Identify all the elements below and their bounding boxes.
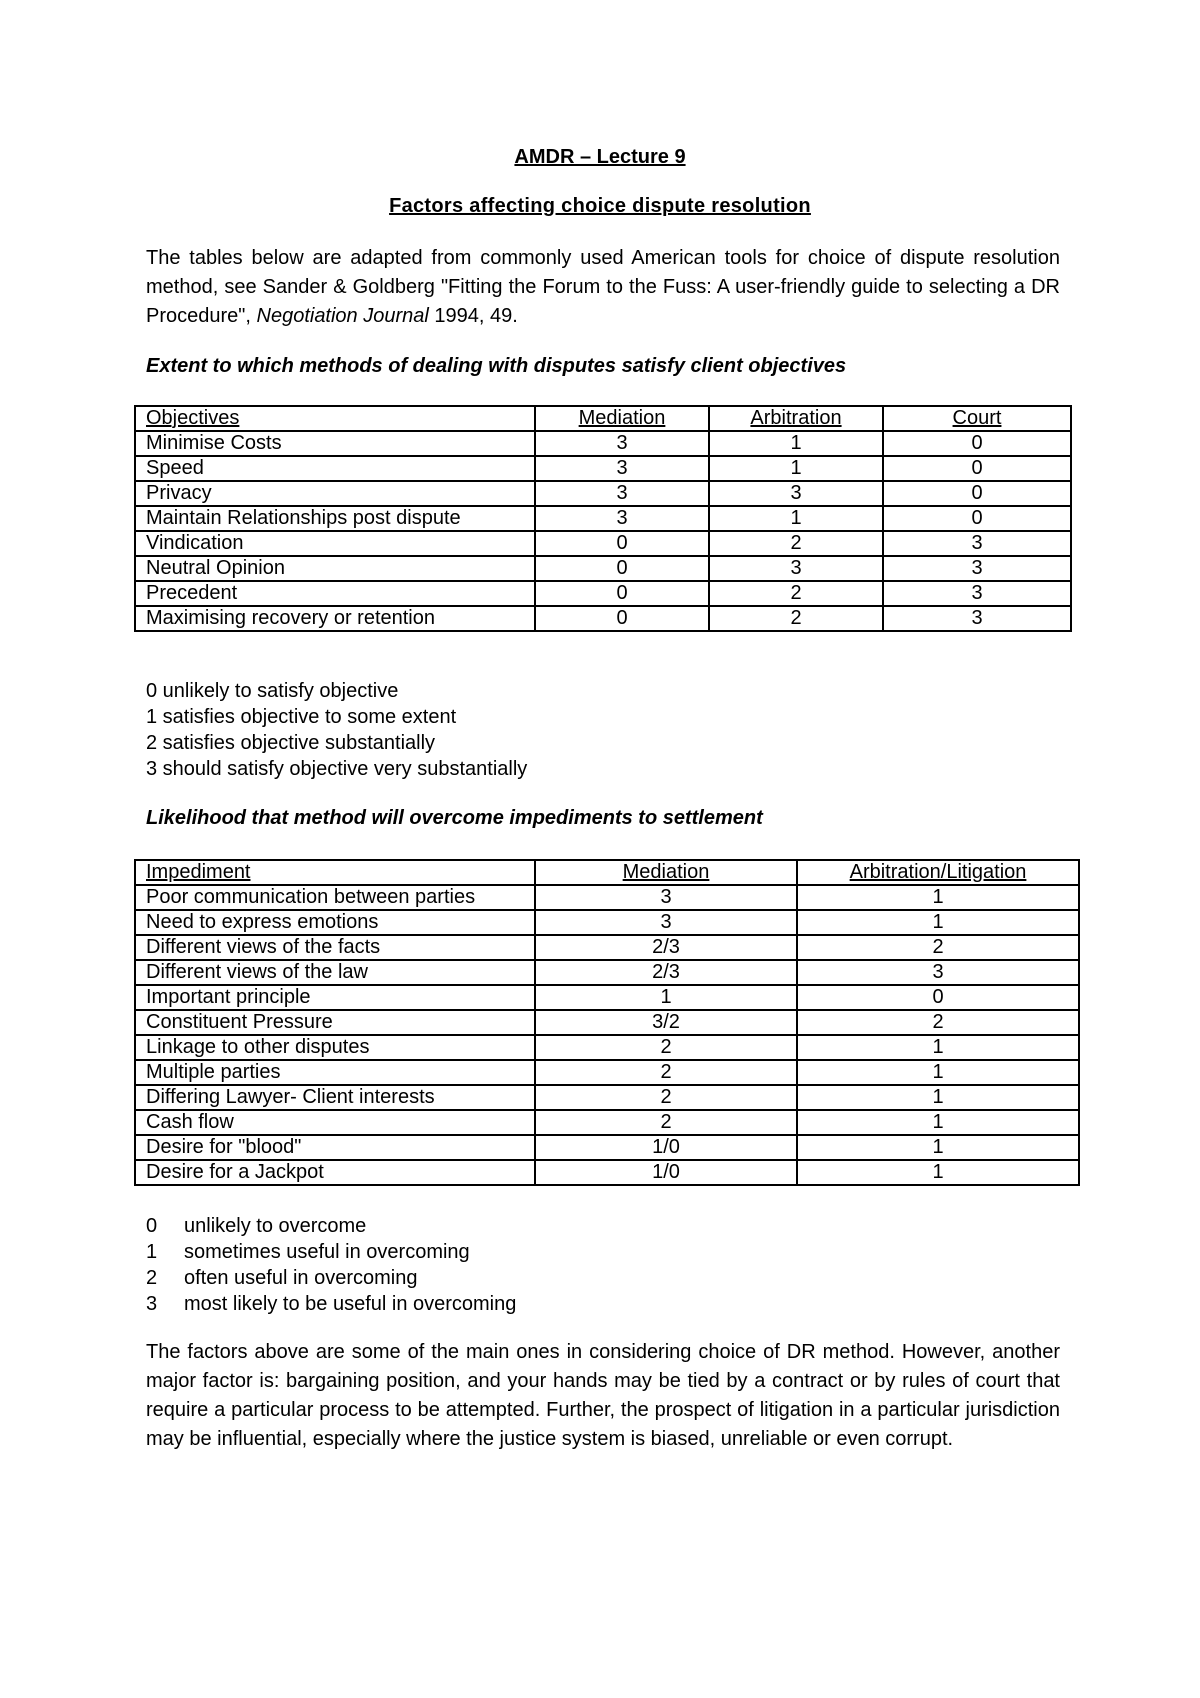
rating-cell: 0 (535, 606, 709, 631)
rating-cell: 1 (709, 456, 883, 481)
rating-cell: 1/0 (535, 1160, 797, 1185)
intro-text: The tables below are adapted from commonly used American tools for choice of dispute resolution method, see Sander & Goldberg "Fitting the Forum to the Fuss: A user-friendly guide to selecting a DR Procedure", (146, 247, 1060, 327)
rating-cell: 3 (535, 456, 709, 481)
table-row (135, 1060, 1079, 1085)
row-label: Minimise Costs (135, 431, 535, 456)
table-row (135, 1135, 1079, 1160)
legend-item: 0 unlikely to satisfy objective (146, 680, 399, 702)
rating-cell: 0 (883, 506, 1071, 531)
page-subtitle: Factors affecting choice dispute resolution (389, 195, 811, 217)
legend-item (146, 1291, 516, 1317)
rating-cell: 2 (535, 1110, 797, 1135)
table-row (135, 985, 1079, 1010)
intro-paragraph (146, 244, 1060, 331)
table-header-row (135, 860, 1079, 885)
rating-cell: 1 (797, 910, 1079, 935)
rating-cell: 3 (883, 531, 1071, 556)
row-label: Speed (135, 456, 535, 481)
column-header: Impediment (135, 860, 535, 885)
legend-number: 2 (146, 1267, 158, 1289)
rating-cell: 1 (797, 1060, 1079, 1085)
rating-cell: 2 (709, 581, 883, 606)
rating-cell: 3 (709, 556, 883, 581)
table-row (135, 1010, 1079, 1035)
rating-cell: 3 (535, 481, 709, 506)
rating-cell: 3 (709, 481, 883, 506)
journal-name: Negotiation Journal (256, 305, 429, 327)
legend-text: unlikely to overcome (184, 1215, 367, 1237)
rating-cell: 1 (797, 1035, 1079, 1060)
table-row (135, 606, 1071, 631)
column-header: Arbitration (709, 406, 883, 431)
impediments-heading: Likelihood that method will overcome impediments to settlement (146, 807, 763, 829)
table-row (135, 1110, 1079, 1135)
row-label: Neutral Opinion (135, 556, 535, 581)
rating-cell: 0 (883, 481, 1071, 506)
table-row (135, 1085, 1079, 1110)
row-label: Important principle (135, 985, 535, 1010)
objectives-heading: Extent to which methods of dealing with disputes satisfy client objectives (146, 355, 847, 377)
rating-cell: 1 (797, 1085, 1079, 1110)
table-row (135, 481, 1071, 506)
rating-cell: 1 (797, 885, 1079, 910)
rating-cell: 2/3 (535, 935, 797, 960)
legend-number: 1 (146, 1241, 158, 1263)
legend-item (146, 1265, 516, 1291)
rating-cell: 2 (535, 1060, 797, 1085)
table-row (135, 456, 1071, 481)
table-row (135, 506, 1071, 531)
rating-cell: 2 (797, 935, 1079, 960)
rating-cell: 1/0 (535, 1135, 797, 1160)
rating-cell: 1 (709, 506, 883, 531)
legend-number: 0 (146, 1215, 158, 1237)
legend-item: 1 satisfies objective to some extent (146, 706, 457, 728)
intro-citation: 1994, 49. (428, 305, 518, 327)
table-row (135, 431, 1071, 456)
rating-cell: 2 (535, 1035, 797, 1060)
column-header: Court (883, 406, 1071, 431)
rating-cell: 2 (535, 1085, 797, 1110)
row-label: Vindication (135, 531, 535, 556)
rating-cell: 3 (883, 556, 1071, 581)
rating-cell: 3 (883, 581, 1071, 606)
table-row (135, 960, 1079, 985)
legend-item: 3 should satisfy objective very substantially (146, 758, 528, 780)
row-label: Maintain Relationships post dispute (135, 506, 535, 531)
rating-cell: 0 (883, 456, 1071, 481)
legend-text: sometimes useful in overcoming (184, 1241, 470, 1263)
rating-cell: 2 (797, 1010, 1079, 1035)
rating-cell: 3 (535, 885, 797, 910)
row-label: Poor communication between parties (135, 885, 535, 910)
table-row (135, 885, 1079, 910)
table-row (135, 531, 1071, 556)
table-row (135, 935, 1079, 960)
row-label: Privacy (135, 481, 535, 506)
table-row (135, 1160, 1079, 1185)
legend-item (146, 1239, 516, 1265)
column-header: Mediation (535, 406, 709, 431)
legend-item (146, 1213, 516, 1239)
impediments-legend (146, 1213, 516, 1317)
rating-cell: 3 (535, 431, 709, 456)
legend-text: most likely to be useful in overcoming (184, 1293, 517, 1315)
row-label: Maximising recovery or retention (135, 606, 535, 631)
row-label: Desire for "blood" (135, 1135, 535, 1160)
rating-cell: 1 (797, 1135, 1079, 1160)
legend-item: 2 satisfies objective substantially (146, 732, 436, 754)
rating-cell: 3 (797, 960, 1079, 985)
rating-cell: 2/3 (535, 960, 797, 985)
row-label: Desire for a Jackpot (135, 1160, 535, 1185)
row-label: Different views of the facts (135, 935, 535, 960)
table-row (135, 1035, 1079, 1060)
rating-cell: 0 (535, 581, 709, 606)
conclusion-paragraph: The factors above are some of the main ones in considering choice of DR method. However, another major factor is: bargaining position, and your hands may be tied by a contract or by rules of court that require a particular process to be attempted. Further, the prospect of litigation in a particular jurisdiction may be influential, especially where the justice system is biased, unreliable or even corrupt. (146, 1341, 1060, 1450)
row-label: Differing Lawyer- Client interests (135, 1085, 535, 1110)
rating-cell: 1 (709, 431, 883, 456)
table-row (135, 556, 1071, 581)
rating-cell: 1 (535, 985, 797, 1010)
column-header: Objectives (135, 406, 535, 431)
rating-cell: 3 (535, 910, 797, 935)
row-label: Precedent (135, 581, 535, 606)
row-label: Different views of the law (135, 960, 535, 985)
rating-cell: 0 (883, 431, 1071, 456)
row-label: Multiple parties (135, 1060, 535, 1085)
rating-cell: 2 (709, 531, 883, 556)
table-header-row (135, 406, 1071, 431)
rating-cell: 1 (797, 1160, 1079, 1185)
legend-text: often useful in overcoming (184, 1267, 418, 1289)
objectives-table (134, 405, 1072, 632)
page-title: AMDR – Lecture 9 (514, 146, 686, 168)
rating-cell: 3 (535, 506, 709, 531)
rating-cell: 1 (797, 1110, 1079, 1135)
legend-number: 3 (146, 1293, 158, 1315)
rating-cell: 0 (535, 531, 709, 556)
rating-cell: 3 (883, 606, 1071, 631)
impediments-table (134, 859, 1080, 1186)
row-label: Cash flow (135, 1110, 535, 1135)
rating-cell: 3/2 (535, 1010, 797, 1035)
row-label: Linkage to other disputes (135, 1035, 535, 1060)
row-label: Constituent Pressure (135, 1010, 535, 1035)
objectives-legend (146, 678, 527, 782)
table-row (135, 581, 1071, 606)
row-label: Need to express emotions (135, 910, 535, 935)
rating-cell: 0 (535, 556, 709, 581)
rating-cell: 0 (797, 985, 1079, 1010)
rating-cell: 2 (709, 606, 883, 631)
table-row (135, 910, 1079, 935)
column-header: Mediation (535, 860, 797, 885)
column-header: Arbitration/Litigation (797, 860, 1079, 885)
